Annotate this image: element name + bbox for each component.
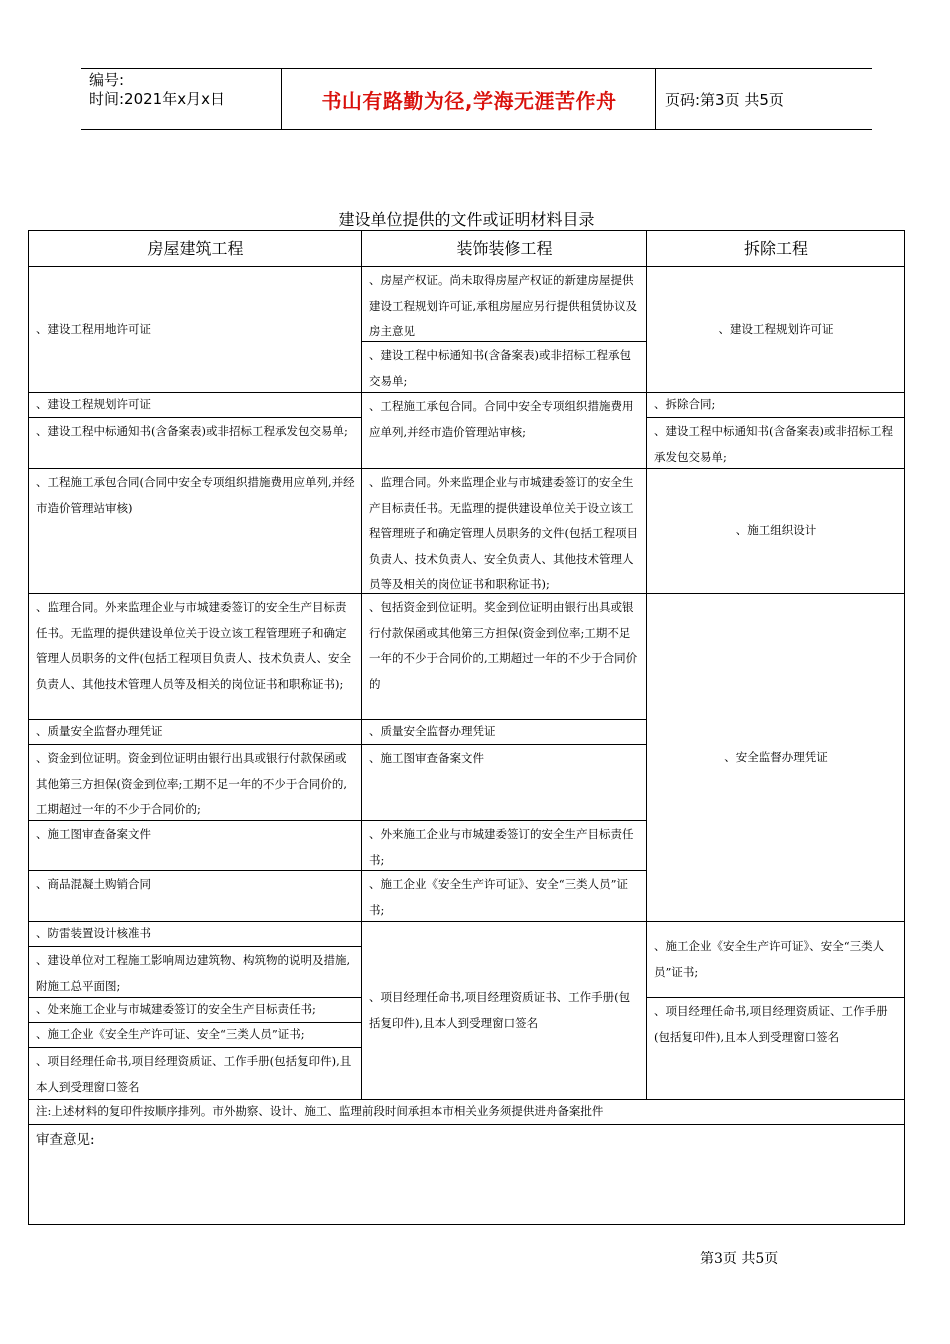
column-header-building: 房屋建筑工程: [29, 231, 362, 267]
building-item: 、商品混凝土购销合同: [29, 871, 362, 922]
header-number: 编号:: [89, 71, 125, 89]
table-note: 注:上述材料的复印件按顺序排列。市外勘察、设计、施工、监理前段时间承担本市相关业务须提供进舟备案批件: [29, 1100, 904, 1125]
header-time: 时间:2021年x月x日: [89, 90, 225, 108]
header-page-info: 页码:第3页 共5页: [665, 91, 784, 109]
building-item: 、项目经理任命书,项目经理资质证、工作手册(包括复印件),且本人到受理窗口签名: [29, 1048, 362, 1100]
review-opinion[interactable]: [29, 1125, 904, 1224]
demolition-item: 、项目经理任命书,项目经理资质证、工作手册(包括复印件),且本人到受理窗口签名: [647, 998, 904, 1100]
decoration-item: 、包括资金到位证明。奖金到位证明由银行出具或银行付款保函或其他第三方担保(资金到位率;工期不足一年的不少于合同价的,工期超过一年的不少于合同价的: [362, 594, 647, 720]
building-item: 、建设工程规划许可证: [29, 393, 362, 418]
decoration-item: 、质量安全监督办理凭证: [362, 720, 647, 745]
demolition-item: 、施工企业《安全生产许可证》、安全“三类人员”证书;: [647, 922, 904, 998]
building-item: 、建设工程中标通知书(含备案表)或非招标工程承发包交易单;: [29, 418, 362, 469]
building-item: 、质量安全监督办理凭证: [29, 720, 362, 745]
materials-table: [28, 230, 905, 1225]
building-item: 、监理合同。外来监理企业与市城建委签订的安全生产目标责任书。无监理的提供建设单位关于设立该工程管理班子和确定管理人员职务的文件(包括工程项目负责人、技术负责人、安全负责人、其他技术管理人员等及相关的岗位证书和职称证书);: [29, 594, 362, 720]
header-meta: [89, 71, 225, 109]
building-item: 、防雷装置设计核准书: [29, 922, 362, 947]
decoration-item: 、项目经理任命书,项目经理资质证书、工作手册(包括复印件),且本人到受理窗口签名: [362, 922, 647, 1100]
building-item: 、施工企业《安全生产许可证、安全“三类人员”证书;: [29, 1023, 362, 1048]
decoration-item: 、房屋产权证。尚未取得房屋产权证的新建房屋提供建设工程规划许可证,承租房屋应另行提供租赁协议及房主意见: [362, 267, 647, 342]
column-header-demolition: 拆除工程: [647, 231, 904, 267]
header-motto: 书山有路勤为径,学海无涯苦作舟: [321, 89, 617, 113]
building-item: 、工程施工承包合同(合同中安全专项组织措施费用应单列,并经市造价管理站审核): [29, 469, 362, 594]
building-item: 、建设单位对工程施工影响周边建筑物、构筑物的说明及措施,附施工总平面图;: [29, 947, 362, 998]
footer-page-number: 第3页 共5页: [700, 1251, 779, 1267]
review-label: 审查意见:: [36, 1132, 95, 1148]
building-item: 、处来施工企业与市城建委签订的安全生产目标责任书;: [29, 998, 362, 1023]
building-item: 、资金到位证明。资金到位证明由银行出具或银行付款保函或其他第三方担保(资金到位率;工期不足一年的不少于合同价的,工期超过一年的不少于合同价的;: [29, 745, 362, 821]
decoration-item: 、施工企业《安全生产许可证》、安全“三类人员”证书;: [362, 871, 647, 922]
decoration-item: 、工程施工承包合同。合同中安全专项组织措施费用应单列,并经市造价管理站审核;: [362, 393, 647, 469]
demolition-item: 、拆除合同;: [647, 393, 904, 418]
document-title: 建设单位提供的文件或证明材料目录: [338, 210, 595, 229]
decoration-item: 、建设工程中标通知书(含备案表)或非招标工程承包交易单;: [362, 342, 647, 393]
column-header-decoration: 装饰装修工程: [362, 231, 647, 267]
demolition-item: 、安全监督办理凭证: [647, 594, 904, 922]
demolition-item: 、建设工程中标通知书(含备案表)或非招标工程承发包交易单;: [647, 418, 904, 469]
decoration-item: 、监理合同。外来监理企业与市城建委签订的安全生产目标责任书。无监理的提供建设单位关于设立该工程管理班子和确定管理人员职务的文件(包括工程项目负责人、技术负责人、安全负责人、其他技术管理人员等及相关的岗位证书和职称证书);: [362, 469, 647, 594]
decoration-item: 、外来施工企业与市城建委签订的安全生产目标责任书;: [362, 821, 647, 871]
building-item: 、施工图审查备案文件: [29, 821, 362, 871]
demolition-item: 、施工组织设计: [647, 469, 904, 594]
page-header: [81, 68, 872, 130]
demolition-item: 、建设工程规划许可证: [647, 267, 904, 393]
building-item: 、建设工程用地许可证: [29, 267, 362, 393]
decoration-item: 、施工图审查备案文件: [362, 745, 647, 821]
